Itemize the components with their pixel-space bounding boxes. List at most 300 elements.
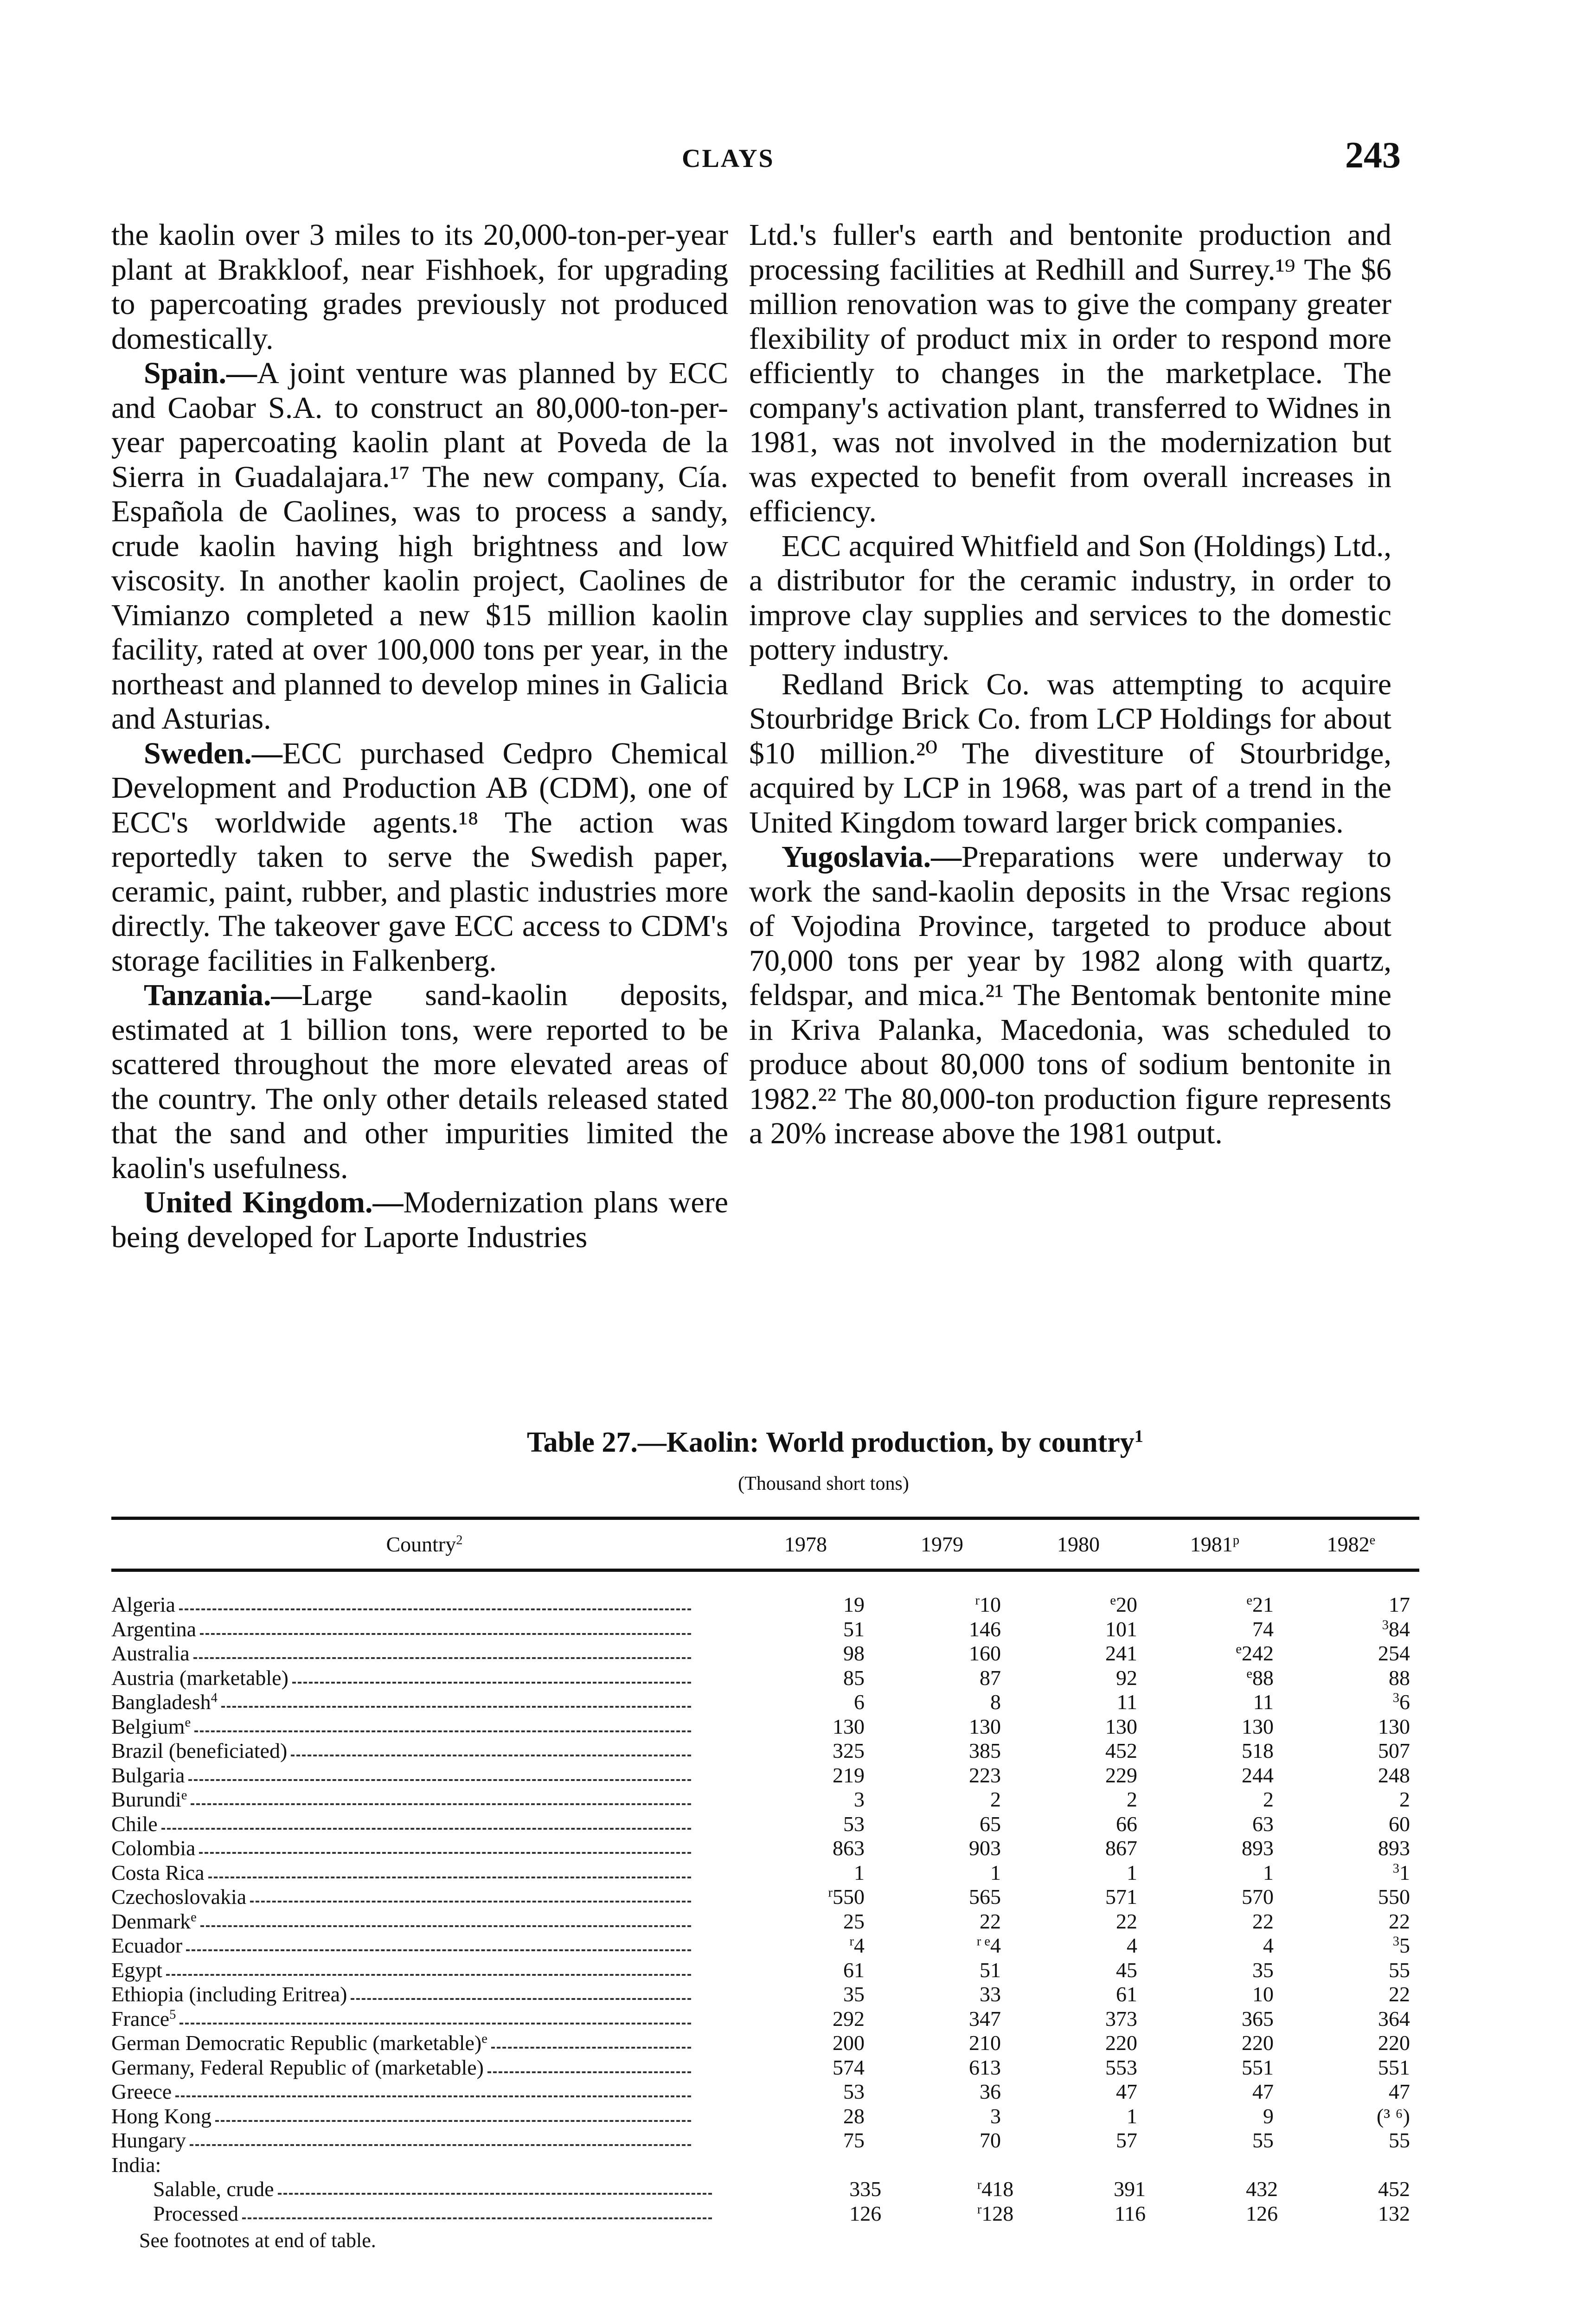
value-cell (737, 2031, 874, 2055)
value: 2 (1263, 1787, 1274, 1812)
paragraph-text: ECC acquired Whitfield and Son (Holdings) Ltd., a distributor for the ceramic industry, in order to improve clay supplies and services to the domestic pottery industry. (749, 529, 1391, 666)
value: 325 (833, 1739, 865, 1763)
value: 22 (980, 1909, 1001, 1933)
value-cell (737, 1836, 874, 1860)
country-cell (111, 2153, 737, 2177)
value-cell (874, 1909, 1010, 1934)
value: 229 (1105, 1763, 1137, 1787)
value-cell (737, 2104, 874, 2128)
country-name: Egypt (111, 1958, 166, 1982)
value-cell (737, 1715, 874, 1739)
value: 574 (833, 2055, 865, 2079)
footnote-marker: r e (976, 1934, 990, 1949)
value: 35 (1252, 1958, 1274, 1982)
column-header-year (1010, 1532, 1147, 1557)
paragraph (749, 667, 1391, 840)
value-cell (1010, 1641, 1147, 1666)
value: 85 (843, 1666, 865, 1690)
country-name: Colombia (111, 1836, 199, 1860)
table-row (111, 1958, 1419, 1983)
leader-dots (179, 1608, 691, 1610)
value-cell (737, 1885, 874, 1909)
value: 20 (1116, 1593, 1137, 1617)
value-cell (874, 1861, 1010, 1885)
column-header-label: 1978 (784, 1532, 827, 1556)
value: 87 (980, 1666, 1001, 1690)
footnote-marker: e (191, 1910, 197, 1925)
value: 130 (1378, 1714, 1410, 1738)
value: 84 (1389, 1617, 1410, 1641)
value-cell (737, 1763, 874, 1787)
value-cell (1147, 1958, 1283, 1982)
value: 565 (969, 1885, 1001, 1909)
value-cell (874, 1715, 1010, 1739)
value-cell (874, 1812, 1010, 1836)
value-cell (737, 1739, 874, 1763)
value: 373 (1105, 2006, 1137, 2031)
value-cell (1283, 1982, 1419, 2006)
value: 53 (843, 2080, 865, 2104)
value-cell (1010, 1909, 1147, 1934)
country-cell (111, 1739, 737, 1763)
value: 55 (1389, 1958, 1410, 1982)
value: 893 (1242, 1836, 1274, 1860)
value-cell (1283, 1739, 1419, 1763)
value-cell (1283, 1812, 1419, 1836)
value-cell (737, 1958, 874, 1982)
table-row (111, 2007, 1419, 2031)
value: 11 (1116, 1690, 1137, 1714)
value-cell (874, 2007, 1010, 2031)
table-top-rule (111, 1517, 1419, 1520)
value-cell (1283, 1617, 1419, 1641)
value: 391 (1114, 2177, 1146, 2201)
value: 88 (1389, 1666, 1410, 1690)
value: 4 (854, 1934, 865, 1958)
value: 4 (990, 1934, 1001, 1958)
country-name: Ethiopia (including Eritrea) (111, 1982, 351, 2006)
footnote-marker: e (1110, 1593, 1116, 1608)
value-cell (737, 2080, 874, 2104)
value: 11 (1253, 1690, 1274, 1714)
footnote-marker: 2 (456, 1533, 463, 1548)
value: 74 (1252, 1617, 1274, 1641)
paragraph-text: Modernization plans were being developed for Laporte Industries (111, 1185, 728, 1254)
country-cell (111, 2177, 758, 2201)
value: 903 (969, 1836, 1001, 1860)
leader-dots (193, 1657, 691, 1659)
value-cell (874, 1739, 1010, 1763)
value: 452 (1105, 1739, 1137, 1763)
value: 571 (1105, 1885, 1137, 1909)
table-row (111, 2080, 1419, 2104)
column-header-year (874, 1532, 1010, 1557)
table-row (111, 2056, 1419, 2080)
country-cell (111, 1617, 737, 1641)
table-row (111, 2031, 1419, 2056)
value-cell (1283, 1641, 1419, 1666)
value: 61 (843, 1958, 865, 1982)
value: 248 (1378, 1763, 1410, 1787)
leader-dots (487, 2071, 691, 2073)
value-cell (758, 2177, 891, 2201)
value-cell (1147, 1787, 1283, 1812)
country-name: Bulgaria (111, 1763, 188, 1787)
value: 550 (833, 1885, 865, 1909)
value: 452 (1378, 2177, 1410, 2201)
footnote-marker: 3 (1392, 1934, 1399, 1949)
value: 432 (1246, 2177, 1278, 2201)
value-cell (1147, 1763, 1283, 1787)
footnote-marker: p (1232, 1533, 1240, 1548)
country-cell (111, 2007, 737, 2031)
country-name: Algeria (111, 1593, 179, 1617)
table-row (111, 2177, 1419, 2202)
country-name: Hong Kong (111, 2104, 215, 2128)
value: 893 (1378, 1836, 1410, 1860)
leader-dots (278, 2193, 712, 2195)
value: 6 (854, 1690, 865, 1714)
leader-dots (179, 2023, 691, 2024)
value-cell (1010, 2007, 1147, 2031)
value: 9 (1263, 2104, 1274, 2128)
country-name: Argentina (111, 1617, 200, 1641)
footnote-marker: e (481, 2031, 487, 2046)
value-cell (1147, 1593, 1283, 1617)
value: 51 (843, 1617, 865, 1641)
value-cell (1287, 2177, 1419, 2201)
country-cell (111, 1982, 737, 2006)
country-name: Denmark$^e$ (111, 1909, 200, 1934)
paragraph-text: A joint venture was planned by ECC and Caobar S.A. to construct an 80,000-ton-per-year papercoating kaolin plant at Poveda de la Sierra in Guadalajara.¹⁷ The new company, Cía. Española de Caolines, was to process a sandy, crude kaolin having high brightness and low viscosity. In another kaolin project, Caolines de Vimianzo completed a new $15 million kaolin facility, rated at over 100,000 tons per year, in the northeast and planned to develop mines in Galicia and Asturias. (111, 356, 728, 736)
value: 553 (1105, 2055, 1137, 2079)
column-header-label: 1981 (1190, 1532, 1233, 1556)
value: 507 (1378, 1739, 1410, 1763)
column-header-year (1283, 1532, 1419, 1557)
value-cell (1147, 1641, 1283, 1666)
value-cell (1010, 1715, 1147, 1739)
table-row (111, 1666, 1419, 1691)
country-name: Chile (111, 1812, 161, 1836)
column-header-country (111, 1532, 737, 1557)
value-cell (1010, 1812, 1147, 1836)
paragraph (111, 218, 728, 356)
table-body (111, 1572, 1419, 2226)
leader-dots (191, 1803, 691, 1805)
value: 1 (1127, 2104, 1137, 2128)
value: 160 (969, 1641, 1001, 1666)
footnote-marker: e (1246, 1593, 1252, 1608)
value: 613 (969, 2055, 1001, 2079)
value-cell (1010, 2080, 1147, 2104)
footnote-marker: e (181, 1788, 187, 1803)
value-cell (737, 1861, 874, 1885)
value: 66 (1116, 1812, 1137, 1836)
value-cell (1147, 1836, 1283, 1860)
value: 36 (980, 2080, 1001, 2104)
value: 219 (833, 1763, 865, 1787)
value-cell (737, 1593, 874, 1617)
value: 63 (1252, 1812, 1274, 1836)
table-row (111, 1885, 1419, 1909)
table-row (111, 1812, 1419, 1837)
value: 17 (1389, 1593, 1410, 1617)
column-header-year (1147, 1532, 1283, 1557)
table-title-footnote: 1 (1134, 1426, 1143, 1446)
value: 347 (969, 2006, 1001, 2031)
value: 220 (1378, 2031, 1410, 2055)
value-cell (874, 1690, 1010, 1714)
value: (³ ⁶) (1377, 2104, 1410, 2128)
page-number: 243 (1345, 135, 1401, 176)
value-cell (1147, 2104, 1283, 2128)
left-text-column (111, 218, 728, 1255)
value-cell (1283, 1666, 1419, 1690)
country-name: Bangladesh$^4$ (111, 1690, 221, 1714)
value-cell (1147, 1909, 1283, 1934)
value-cell (1283, 1715, 1419, 1739)
value: 242 (1242, 1641, 1274, 1666)
value: 254 (1378, 1641, 1410, 1666)
country-cell (111, 1593, 737, 1617)
value-cell (1147, 1861, 1283, 1885)
value-cell (737, 1934, 874, 1958)
value: 220 (1242, 2031, 1274, 2055)
table-row (111, 2153, 1419, 2178)
value: 364 (1378, 2006, 1410, 2031)
value: 385 (969, 1739, 1001, 1763)
value-cell (1283, 2080, 1419, 2104)
leader-dots (166, 1974, 691, 1976)
value-cell (1023, 2202, 1155, 2226)
leader-dots (200, 1633, 691, 1635)
section-heading: Sweden.— (144, 736, 282, 770)
value: 19 (843, 1593, 865, 1617)
table-row (111, 1641, 1419, 1666)
value-cell (1010, 1739, 1147, 1763)
value: 55 (1252, 2128, 1274, 2152)
country-cell (111, 1763, 737, 1787)
country-name: Salable, crude (153, 2177, 278, 2201)
value: 25 (843, 1909, 865, 1933)
value-cell (1287, 2202, 1419, 2226)
value: 61 (1116, 1982, 1137, 2006)
leader-dots (208, 1877, 691, 1878)
table-row (111, 2104, 1419, 2129)
leader-dots (190, 2144, 691, 2146)
value: 51 (980, 1958, 1001, 1982)
value-cell (1283, 2056, 1419, 2080)
footnote-marker: r (975, 1593, 980, 1608)
value-cell (1283, 1885, 1419, 1909)
value-cell (1010, 2128, 1147, 2152)
section-heading: United Kingdom.— (144, 1185, 404, 1219)
footnote-marker: e (1246, 1666, 1252, 1681)
value-cell (891, 2202, 1023, 2226)
section-heading: Spain.— (144, 356, 257, 390)
value: 22 (1389, 1909, 1410, 1933)
value: 35 (843, 1982, 865, 2006)
leader-dots (292, 1682, 691, 1684)
leader-dots (351, 1998, 691, 2000)
value: 47 (1116, 2080, 1137, 2104)
value-cell (1147, 1690, 1283, 1714)
table-subtitle: (Thousand short tons) (738, 1473, 909, 1494)
value: 1 (1127, 1860, 1137, 1884)
value-cell (1147, 2080, 1283, 2104)
paragraph-text: Preparations were underway to work the sand-kaolin deposits in the Vrsac regions of Vojodina Province, targeted to produce about 70,000 tons per year by 1982 along with quartz, feldspar, and mica.²¹ The Bentomak bentonite mine in Kriva Palanka, Macedonia, was scheduled to produce about 80,000 tons of sodium bentonite in 1982.²² The 80,000-ton production figure represents a 20% increase above the 1981 output. (749, 840, 1391, 1150)
value-cell (1010, 2104, 1147, 2128)
value: 3 (854, 1787, 865, 1812)
value: 2 (1399, 1787, 1410, 1812)
country-name: Czechoslovakia (111, 1885, 250, 1909)
country-cell (111, 1641, 737, 1666)
footnote-marker: 4 (211, 1691, 218, 1705)
value-cell (1147, 1934, 1283, 1958)
value: 45 (1116, 1958, 1137, 1982)
value-cell (1283, 2128, 1419, 2152)
section-heading: Tanzania.— (144, 978, 302, 1012)
value-cell (737, 1617, 874, 1641)
value-cell (1147, 1885, 1283, 1909)
country-name: Germany, Federal Republic of (marketable) (111, 2056, 487, 2080)
value: 2 (1127, 1787, 1137, 1812)
value-cell (874, 2104, 1010, 2128)
value-cell (1010, 2056, 1147, 2080)
value-cell (1147, 1982, 1283, 2006)
value-cell (874, 1934, 1010, 1958)
value-cell (737, 1787, 874, 1812)
value: 57 (1116, 2128, 1137, 2152)
footnote-marker: r (849, 1934, 854, 1949)
footnote-marker: e (185, 1715, 191, 1730)
value: 60 (1389, 1812, 1410, 1836)
value: 200 (833, 2031, 865, 2055)
value-cell (737, 1666, 874, 1690)
value: 570 (1242, 1885, 1274, 1909)
footnote-marker: r (977, 2202, 982, 2217)
value: 28 (843, 2104, 865, 2128)
country-name: India: (111, 2153, 165, 2177)
leader-dots (161, 1828, 691, 1830)
value: 132 (1378, 2201, 1410, 2225)
country-name: Burundi$^e$ (111, 1787, 191, 1812)
paragraph (111, 978, 728, 1185)
value: 1 (990, 1860, 1001, 1884)
value-cell (874, 2031, 1010, 2055)
value: 551 (1378, 2055, 1410, 2079)
value-cell (1283, 2031, 1419, 2055)
running-title: CLAYS (682, 144, 775, 173)
table-row (111, 1861, 1419, 1885)
value-cell (874, 1885, 1010, 1909)
country-cell (111, 1812, 737, 1836)
value-cell (1010, 1982, 1147, 2006)
country-cell (111, 1885, 737, 1909)
leader-dots (242, 2217, 712, 2219)
value-cell (1147, 1812, 1283, 1836)
value: 126 (1246, 2201, 1278, 2225)
value: 47 (1389, 2080, 1410, 2104)
country-cell (111, 2202, 758, 2226)
value-cell (737, 2056, 874, 2080)
table-footnote: See footnotes at end of table. (139, 2229, 376, 2252)
value: 550 (1378, 1885, 1410, 1909)
value-cell (874, 1641, 1010, 1666)
value: 1 (1399, 1860, 1410, 1884)
value: 146 (969, 1617, 1001, 1641)
country-name: German Democratic Republic (marketable)$^e$ (111, 2031, 491, 2055)
value: 92 (1116, 1666, 1137, 1690)
value: 418 (981, 2177, 1014, 2201)
value-cell (737, 1982, 874, 2006)
value-cell (1283, 1836, 1419, 1860)
value-cell (1283, 2104, 1419, 2128)
table-row (111, 2128, 1419, 2153)
value: 130 (1242, 1714, 1274, 1738)
country-name: Costa Rica (111, 1861, 208, 1885)
paragraph-text: Large sand-kaolin deposits, estimated at 1 billion tons, were reported to be scattered throughout the more elevated areas of the country. The only other details released stated that the sand and other impurities limited the kaolin's usefulness. (111, 978, 728, 1185)
value-cell (1155, 2177, 1287, 2201)
table-row (111, 1982, 1419, 2007)
value: 4 (1127, 1934, 1137, 1958)
running-head (0, 135, 1596, 181)
value-cell (1147, 1739, 1283, 1763)
value: 53 (843, 1812, 865, 1836)
production-table (111, 1517, 1419, 2226)
value: 210 (969, 2031, 1001, 2055)
value: 241 (1105, 1641, 1137, 1666)
table-header-rule (111, 1569, 1419, 1572)
value-cell (1147, 2128, 1283, 2152)
table-title (0, 1426, 1596, 1459)
paragraph (749, 840, 1391, 1151)
value-cell (1283, 1958, 1419, 1982)
value: 518 (1242, 1739, 1274, 1763)
value-cell (1147, 2056, 1283, 2080)
footnote-marker: e (1369, 1533, 1376, 1548)
paragraph-text: ECC purchased Cedpro Chemical Development and Production AB (CDM), one of ECC's worldwide agents.¹⁸ The action was reportedly taken to serve the Swedish paper, ceramic, paint, rubber, and plastic industries more directly. The takeover gave ECC access to CDM's storage facilities in Falkenberg. (111, 736, 728, 978)
value: 21 (1252, 1593, 1274, 1617)
value: 22 (1116, 1909, 1137, 1933)
value-cell (1283, 1861, 1419, 1885)
value-cell (1010, 1787, 1147, 1812)
value: 130 (1105, 1714, 1137, 1738)
value-cell (1283, 2007, 1419, 2031)
leader-dots (250, 1901, 691, 1903)
value: 130 (833, 1714, 865, 1738)
value-cell (874, 1666, 1010, 1690)
value-cell (1010, 1763, 1147, 1787)
country-cell (111, 1787, 737, 1812)
country-cell (111, 1715, 737, 1739)
country-cell (111, 2056, 737, 2080)
leader-dots (188, 1779, 691, 1781)
value-cell (1010, 1690, 1147, 1714)
table-row (111, 1690, 1419, 1715)
leader-dots (186, 1949, 691, 1951)
footnote-marker: 3 (1392, 1861, 1399, 1876)
value: 116 (1114, 2201, 1146, 2225)
value: 335 (849, 2177, 882, 2201)
country-cell (111, 2128, 737, 2152)
value: 55 (1389, 2128, 1410, 2152)
value-cell (1283, 1909, 1419, 1934)
country-name: Austria (marketable) (111, 1666, 292, 1690)
country-name: Hungary (111, 2128, 190, 2152)
paragraph (111, 1185, 728, 1255)
column-header-label: Country (386, 1532, 456, 1556)
